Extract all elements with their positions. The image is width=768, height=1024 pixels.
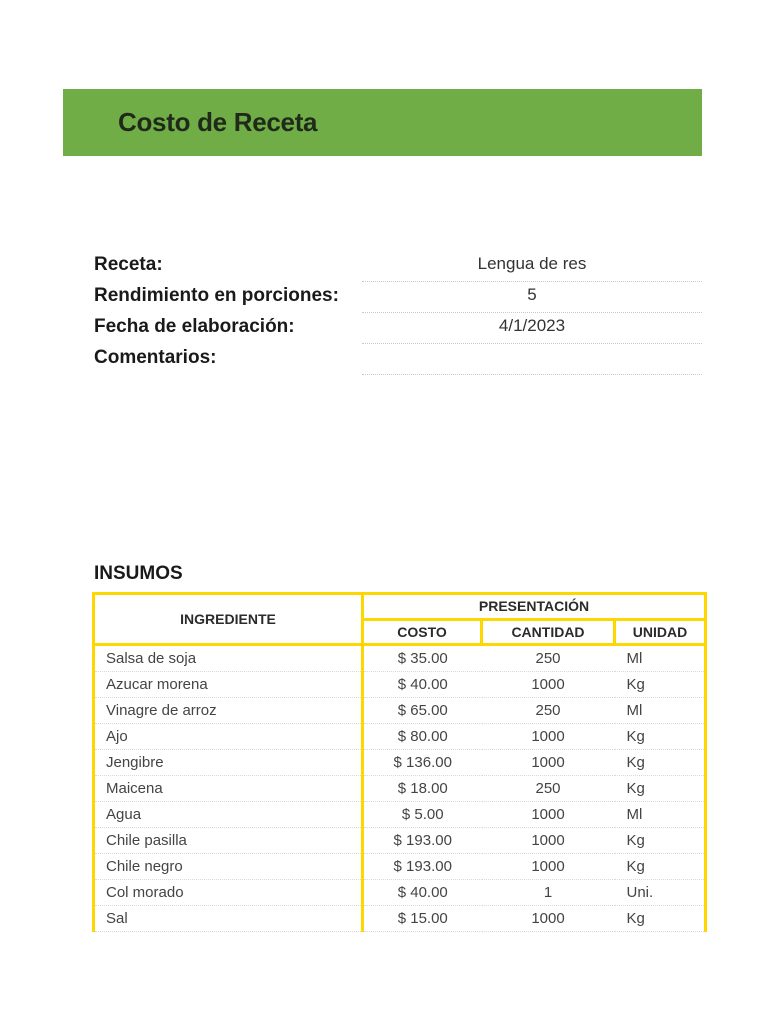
recipe-info — [94, 250, 702, 374]
cantidad-cell[interactable]: 1000 — [482, 724, 615, 750]
comentarios-underline — [362, 374, 702, 375]
costo-header: COSTO — [363, 619, 482, 645]
table-row — [94, 880, 706, 906]
table-row — [94, 645, 706, 672]
table-row — [94, 854, 706, 880]
info-row-rendimiento — [94, 281, 702, 312]
table-row — [94, 672, 706, 698]
costo-cell[interactable]: $ 193.00 — [363, 828, 482, 854]
cantidad-cell[interactable]: 1000 — [482, 750, 615, 776]
ingrediente-cell[interactable]: Agua — [94, 802, 363, 828]
ingrediente-cell[interactable]: Salsa de soja — [94, 645, 363, 672]
unidad-cell[interactable]: Kg — [615, 724, 706, 750]
comentarios-label: Comentarios: — [94, 347, 217, 368]
unidad-cell[interactable]: Kg — [615, 854, 706, 880]
ingrediente-cell[interactable]: Col morado — [94, 880, 363, 906]
cantidad-cell[interactable]: 250 — [482, 776, 615, 802]
unidad-cell[interactable]: Kg — [615, 828, 706, 854]
unidad-cell[interactable]: Kg — [615, 906, 706, 932]
table-row — [94, 776, 706, 802]
cantidad-cell[interactable]: 1 — [482, 880, 615, 906]
table-row — [94, 698, 706, 724]
info-row-comentarios — [94, 343, 702, 374]
ingrediente-cell[interactable]: Chile negro — [94, 854, 363, 880]
presentacion-header: PRESENTACIÓN — [363, 594, 706, 620]
unidad-cell[interactable]: Kg — [615, 776, 706, 802]
cantidad-header: CANTIDAD — [482, 619, 615, 645]
costo-cell[interactable]: $ 40.00 — [363, 672, 482, 698]
costo-cell[interactable]: $ 18.00 — [363, 776, 482, 802]
ingrediente-cell[interactable]: Vinagre de arroz — [94, 698, 363, 724]
table-row — [94, 828, 706, 854]
rendimiento-value[interactable]: 5 — [527, 285, 537, 304]
table-header-row — [94, 594, 706, 620]
table-row — [94, 750, 706, 776]
info-row-receta — [94, 250, 702, 281]
costo-cell[interactable]: $ 40.00 — [363, 880, 482, 906]
page-title: Costo de Receta — [118, 107, 318, 137]
costo-cell[interactable]: $ 136.00 — [363, 750, 482, 776]
cantidad-cell[interactable]: 1000 — [482, 828, 615, 854]
unidad-cell[interactable]: Ml — [615, 802, 706, 828]
costo-cell[interactable]: $ 5.00 — [363, 802, 482, 828]
title-banner — [63, 89, 702, 156]
ingrediente-cell[interactable]: Chile pasilla — [94, 828, 363, 854]
cantidad-cell[interactable]: 1000 — [482, 672, 615, 698]
costo-cell[interactable]: $ 15.00 — [363, 906, 482, 932]
unidad-cell[interactable]: Ml — [615, 698, 706, 724]
fecha-label: Fecha de elaboración: — [94, 316, 295, 337]
unidad-header: UNIDAD — [615, 619, 706, 645]
table-row — [94, 906, 706, 932]
insumos-table — [92, 592, 707, 932]
table-row — [94, 724, 706, 750]
costo-cell[interactable]: $ 193.00 — [363, 854, 482, 880]
unidad-cell[interactable]: Uni. — [615, 880, 706, 906]
unidad-cell[interactable]: Ml — [615, 645, 706, 672]
cantidad-cell[interactable]: 1000 — [482, 854, 615, 880]
fecha-value[interactable]: 4/1/2023 — [498, 316, 566, 335]
ingrediente-cell[interactable]: Sal — [94, 906, 363, 932]
cantidad-cell[interactable]: 1000 — [482, 802, 615, 828]
costo-cell[interactable]: $ 80.00 — [363, 724, 482, 750]
unidad-cell[interactable]: Kg — [615, 750, 706, 776]
insumos-table-body — [94, 645, 706, 932]
ingrediente-cell[interactable]: Maicena — [94, 776, 363, 802]
table-row — [94, 802, 706, 828]
cantidad-cell[interactable]: 1000 — [482, 906, 615, 932]
ingrediente-cell[interactable]: Jengibre — [94, 750, 363, 776]
insumos-table-wrap — [92, 592, 704, 932]
costo-cell[interactable]: $ 65.00 — [363, 698, 482, 724]
cantidad-cell[interactable]: 250 — [482, 645, 615, 672]
costo-cell[interactable]: $ 35.00 — [363, 645, 482, 672]
info-row-fecha — [94, 312, 702, 343]
receta-label: Receta: — [94, 254, 163, 275]
ingrediente-cell[interactable]: Ajo — [94, 724, 363, 750]
ingrediente-header: INGREDIENTE — [94, 594, 363, 645]
insumos-title: INSUMOS — [94, 563, 183, 584]
rendimiento-label: Rendimiento en porciones: — [94, 285, 339, 306]
cantidad-cell[interactable]: 250 — [482, 698, 615, 724]
unidad-cell[interactable]: Kg — [615, 672, 706, 698]
ingrediente-cell[interactable]: Azucar morena — [94, 672, 363, 698]
receta-value[interactable]: Lengua de res — [477, 254, 587, 273]
